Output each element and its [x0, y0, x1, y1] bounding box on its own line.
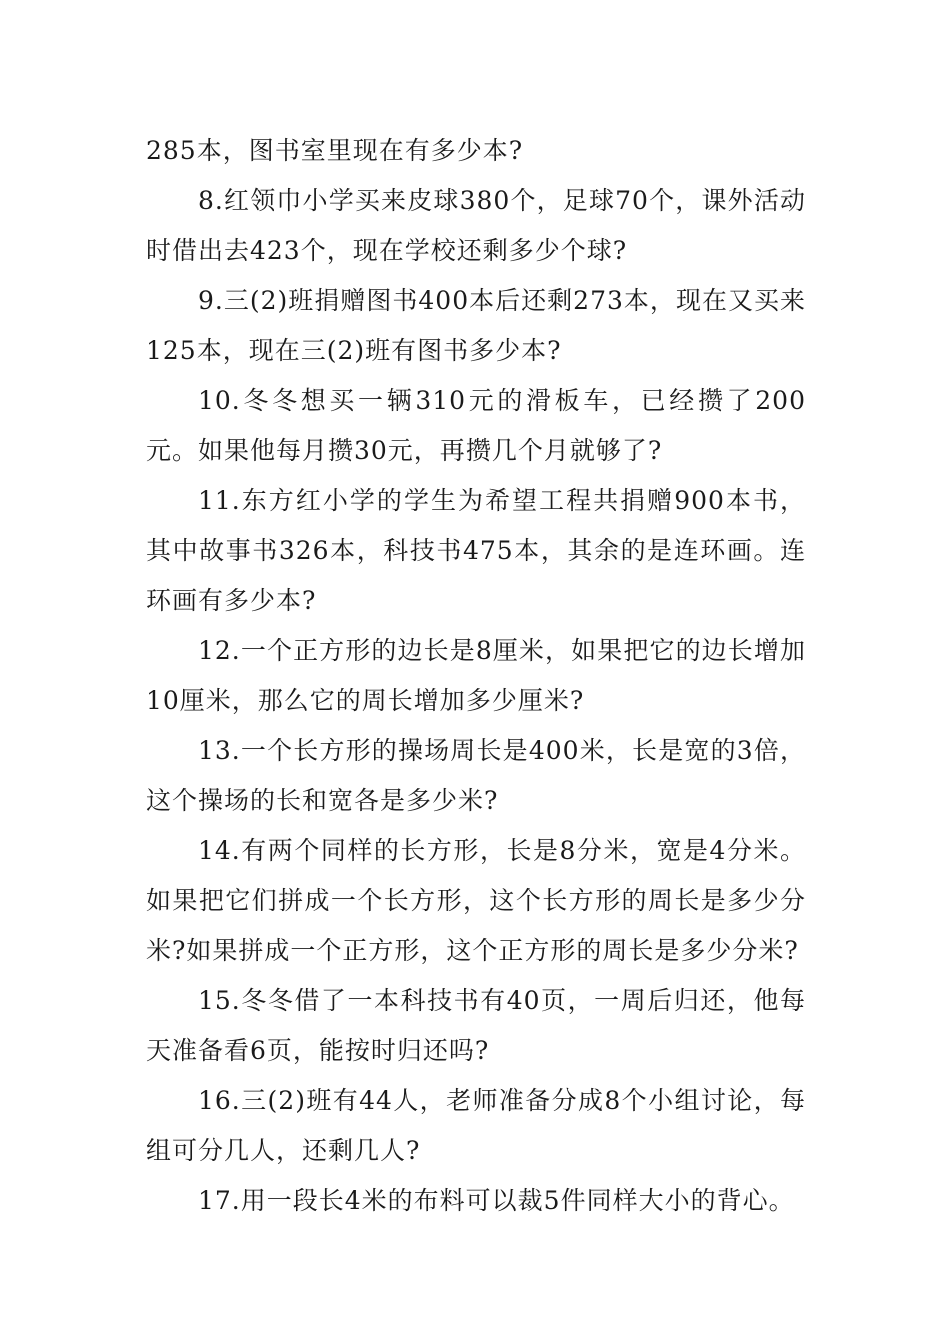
- problem-8: 8.红领巾小学买来皮球380个，足球70个，课外活动时借出去423个，现在学校还剩多少个球?: [146, 186, 806, 265]
- problem-17: 17.用一段长4米的布料可以裁5件同样大小的背心。: [198, 1186, 795, 1215]
- problem-10: 10.冬冬想买一辆310元的滑板车，已经攒了200元。如果他每月攒30元，再攒几个月就够了?: [146, 386, 806, 465]
- problem-16: 16.三(2)班有44人，老师准备分成8个小组讨论，每组可分几人，还剩几人?: [146, 1086, 806, 1165]
- problem-14: 14.有两个同样的长方形，长是8分米，宽是4分米。如果把它们拼成一个长方形，这个长方形的周长是多少分米?如果拼成一个正方形，这个正方形的周长是多少分米?: [146, 836, 806, 965]
- problem-12: 12.一个正方形的边长是8厘米，如果把它的边长增加10厘米，那么它的周长增加多少厘米?: [146, 636, 806, 715]
- document-body: [146, 126, 806, 1226]
- problem-11: 11.东方红小学的学生为希望工程共捐赠900本书，其中故事书326本，科技书475本，其余的是连环画。连环画有多少本?: [146, 486, 806, 615]
- paragraph-continuation: 285本，图书室里现在有多少本?: [146, 136, 524, 165]
- problem-15: 15.冬冬借了一本科技书有40页，一周后归还，他每天准备看6页，能按时归还吗?: [146, 986, 806, 1065]
- problem-9: 9.三(2)班捐赠图书400本后还剩273本，现在又买来125本，现在三(2)班有图书多少本?: [146, 286, 806, 365]
- problem-13: 13.一个长方形的操场周长是400米，长是宽的3倍，这个操场的长和宽各是多少米?: [146, 736, 806, 815]
